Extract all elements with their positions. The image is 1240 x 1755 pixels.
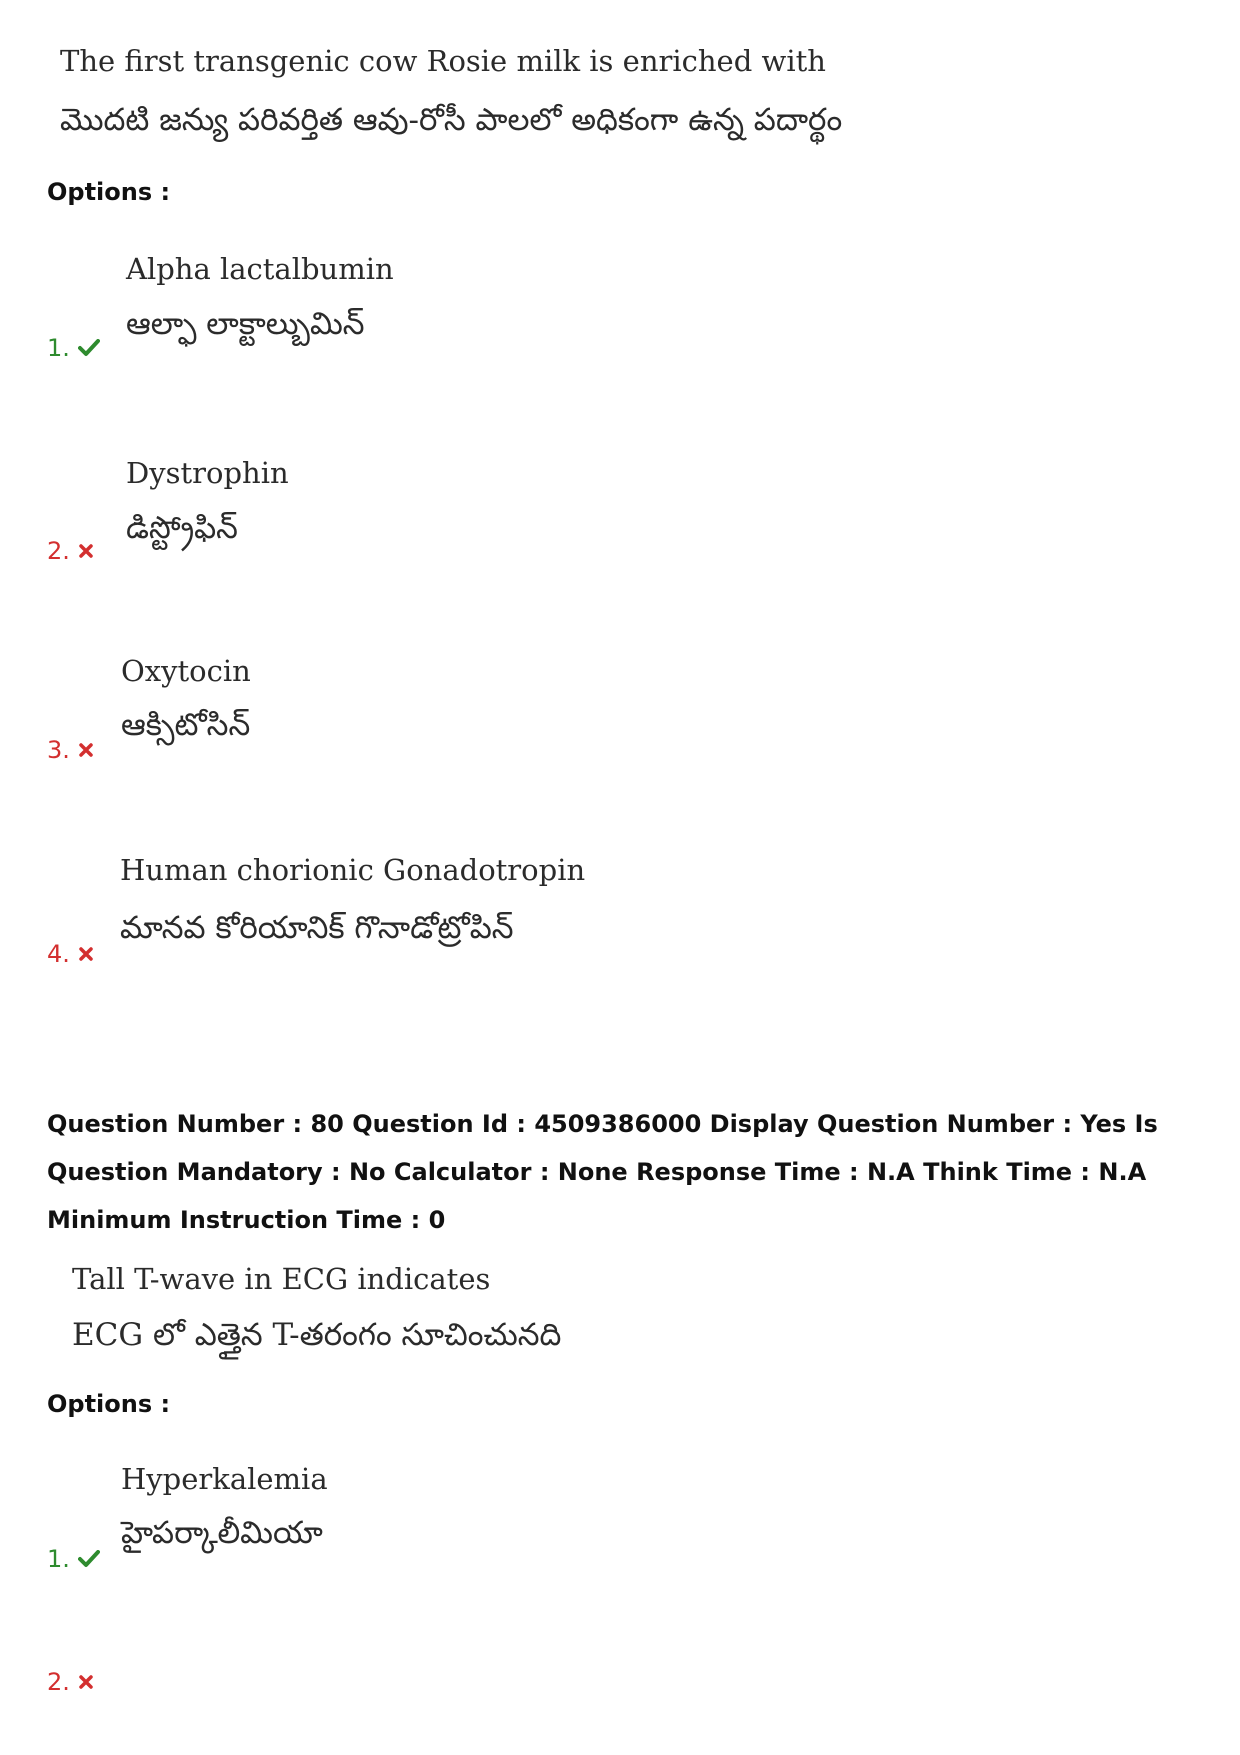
cross-icon (78, 1674, 94, 1690)
option-number-label: 1. (47, 334, 70, 362)
cross-icon (78, 543, 94, 559)
option-text-te: హైపర్కాలీమియా (121, 1515, 323, 1551)
option-text-te: డిస్ట్రోఫిన్ (126, 510, 238, 546)
option-number (47, 1545, 100, 1573)
cross-icon (78, 946, 94, 962)
options-label: Options : (47, 1390, 171, 1418)
option-text-en: Dystrophin (126, 456, 289, 490)
option-text-en: Hyperkalemia (121, 1462, 328, 1496)
option-text-en: Alpha lactalbumin (126, 252, 394, 286)
question-text-te: ECG లో ఎత్తైన T-తరంగం సూచించునది (72, 1317, 562, 1353)
cross-icon (78, 742, 94, 758)
options-label: Options : (47, 178, 171, 206)
option-number (47, 1668, 94, 1696)
question-text-te: మొదటి జన్యు పరివర్తిత ఆవు-రోసీ పాలలో అధికంగా ఉన్న పదార్థం (60, 102, 843, 138)
option-number-label: 2. (47, 1668, 70, 1696)
option-number-label: 2. (47, 537, 70, 565)
option-text-en: Oxytocin (121, 654, 251, 688)
option-text-en: Human chorionic Gonadotropin (120, 853, 586, 887)
option-text-te: ఆక్సిటోసిన్ (121, 707, 251, 743)
option-number-label: 3. (47, 736, 70, 764)
option-number-label: 4. (47, 940, 70, 968)
option-text-te: ఆల్ఫా లాక్టాల్బుమిన్ (126, 306, 365, 342)
check-icon (78, 1550, 100, 1568)
option-number (47, 334, 100, 362)
option-number (47, 537, 94, 565)
question-text-en: The first transgenic cow Rosie milk is enriched with (60, 44, 826, 78)
option-number (47, 736, 94, 764)
option-number-label: 1. (47, 1545, 70, 1573)
question-meta: Question Number : 80 Question Id : 4509386000 Display Question Number : Yes Is Question Mandatory : No Calculator : None Response Time : N.A Think Time : N.A Minimum Instruction Time : 0 (47, 1110, 1158, 1234)
option-text-te: మానవ కోరియానిక్ గొనాడోట్రోపిన్ (120, 910, 514, 946)
check-icon (78, 339, 100, 357)
question-text-en: Tall T-wave in ECG indicates (72, 1262, 491, 1296)
option-number (47, 940, 94, 968)
